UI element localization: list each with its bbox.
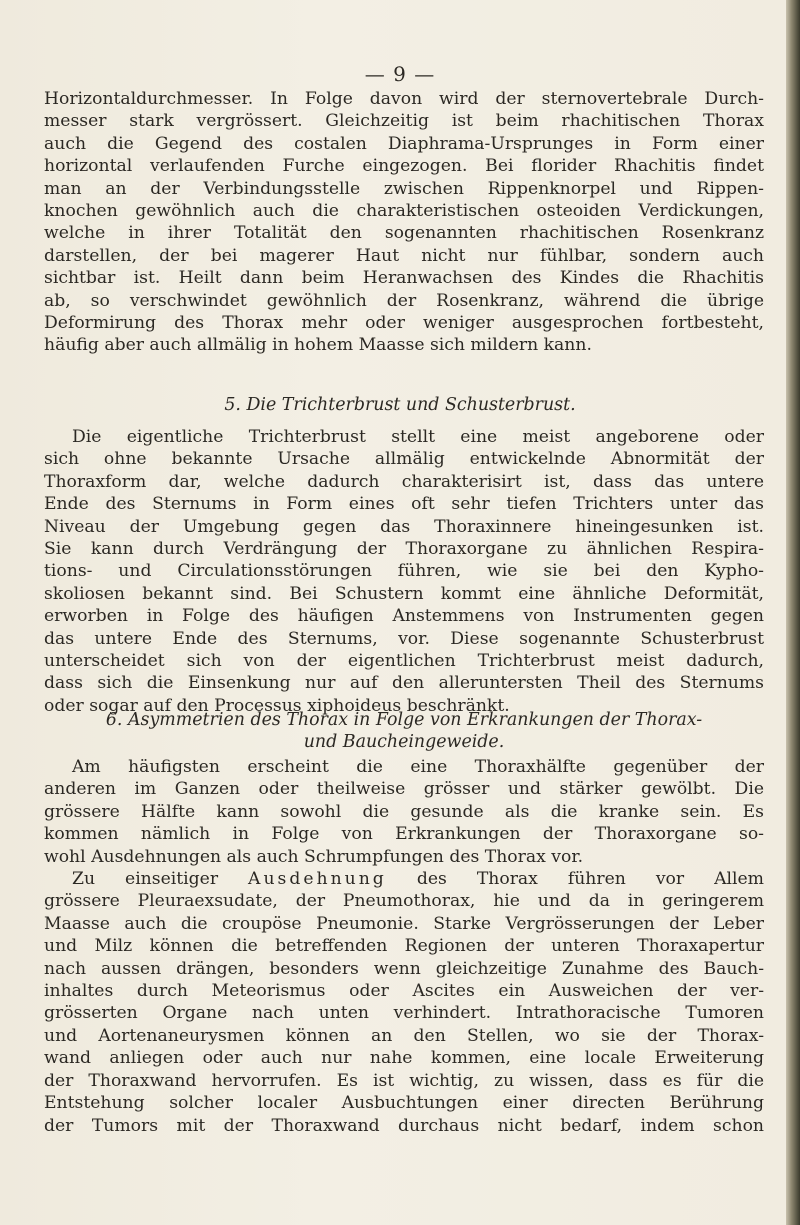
text-line: Ende des Sternums in Form eines oft sehr tiefen Trichters unter das bbox=[44, 494, 764, 515]
text-line: sich ohne bekannte Ursache allmälig entwickelnde Abnormität der bbox=[44, 449, 764, 470]
emphasized-word: Ausdehnung bbox=[248, 869, 387, 890]
text-line: nach aussen drängen, besonders wenn gleichzeitige Zunahme des Bauch- bbox=[44, 958, 764, 979]
text-line: Die eigentliche Trichterbrust stellt eine meist angeborene oder bbox=[72, 427, 764, 447]
text-line: dass sich die Einsenkung nur auf den alleruntersten Theil des Sternums bbox=[44, 673, 764, 694]
section-heading-6-line1: 6. Asymmetrien des Thorax in Folge von Erkrankungen der Thorax- bbox=[105, 710, 703, 730]
text-line: Maasse auch die croupöse Pneumonie. Starke Vergrösserungen der Leber bbox=[44, 913, 764, 934]
page-edge-shadow bbox=[786, 0, 800, 1225]
text-line: unterscheidet sich von der eigentlichen Trichterbrust meist dadurch, bbox=[44, 651, 764, 672]
text-line: horizontal verlaufenden Furche eingezogen. Bei florider Rhachitis findet bbox=[44, 156, 764, 177]
text-line: skoliosen bekannt sind. Bei Schustern kommt eine ähnliche Deformität, bbox=[44, 583, 764, 604]
text-line: Entstehung solcher localer Ausbuchtungen einer directen Berührung bbox=[44, 1093, 764, 1114]
text-line: Horizontaldurchmesser. In Folge davon wird der sternovertebrale Durch- bbox=[44, 89, 764, 109]
paragraph-rachitic-thorax bbox=[44, 88, 764, 357]
text-line: der Thoraxwand hervorrufen. Es ist wichtig, zu wissen, dass es für die bbox=[44, 1070, 764, 1091]
text-line: man an der Verbindungsstelle zwischen Rippenknorpel und Rippen- bbox=[44, 178, 764, 199]
text-line: Am häufigsten erscheint die eine Thoraxhälfte gegenüber der bbox=[72, 757, 764, 777]
text-line: knochen gewöhnlich auch die charakteristischen osteoiden Verdickungen, bbox=[44, 201, 764, 222]
text-line: und Aortenaneurysmen können an den Stellen, wo sie der Thorax- bbox=[44, 1025, 764, 1046]
text-line: grösserten Organe nach unten verhindert. Intrathoracische Tumoren bbox=[44, 1003, 764, 1024]
text-line: ab, so verschwindet gewöhnlich der Rosenkranz, während die übrige bbox=[44, 290, 764, 311]
page-number: — 9 — bbox=[364, 62, 436, 86]
text-line: wohl Ausdehnungen als auch Schrumpfungen des Thorax vor. bbox=[44, 846, 584, 867]
text-line: häufig aber auch allmälig in hohem Maasse sich mildern kann. bbox=[44, 335, 592, 356]
section-heading-5: 5. Die Trichterbrust und Schusterbrust. bbox=[224, 395, 576, 415]
text-line bbox=[44, 868, 764, 890]
section-heading-6-line2: und Baucheingeweide. bbox=[303, 732, 505, 752]
text-line: sichtbar ist. Heilt dann beim Heranwachsen des Kindes die Rhachitis bbox=[44, 268, 764, 289]
text-line: anderen im Ganzen oder theilweise grösser und stärker gewölbt. Die bbox=[44, 779, 764, 800]
text-line: darstellen, der bei magerer Haut nicht nur fühlbar, sondern auch bbox=[44, 245, 764, 266]
text-line: kommen nämlich in Folge von Erkrankungen der Thoraxorgane so- bbox=[44, 824, 764, 845]
text-line: und Milz können die betreffenden Regionen der unteren Thoraxapertur bbox=[44, 936, 764, 957]
text-line: erworben in Folge des häufigen Anstemmens von Instrumenten gegen bbox=[44, 606, 764, 627]
text-line: grössere Hälfte kann sowohl die gesunde als die kranke sein. Es bbox=[44, 801, 764, 822]
text-line: inhaltes durch Meteorismus oder Ascites ein Ausweichen der ver- bbox=[44, 981, 764, 1002]
text-line: Deformirung des Thorax mehr oder weniger ausgesprochen fortbesteht, bbox=[44, 313, 764, 334]
text-line: oder sogar auf den Processus xiphoideus beschränkt. bbox=[44, 695, 510, 716]
text-line: Thoraxform dar, welche dadurch charakterisirt ist, dass das untere bbox=[44, 471, 764, 492]
text-line: wand anliegen oder auch nur nahe kommen, eine locale Erweiterung bbox=[44, 1048, 764, 1069]
text-line: welche in ihrer Totalität den sogenannten rhachitischen Rosenkranz bbox=[44, 223, 764, 244]
text-line: das untere Ende des Sternums, vor. Diese sogenannte Schusterbrust bbox=[44, 628, 764, 649]
text-span: Zu einseitiger bbox=[72, 869, 249, 890]
text-line: grössere Pleuraexsudate, der Pneumothorax, hie und da in geringerem bbox=[44, 891, 764, 912]
text-line: messer stark vergrössert. Gleichzeitig ist beim rhachitischen Thorax bbox=[44, 111, 764, 132]
paragraph-trichterbrust bbox=[44, 426, 764, 717]
paragraph-asymmetrien bbox=[44, 756, 764, 1137]
text-line: tions- und Circulationsstörungen führen, wie sie bei den Kypho- bbox=[44, 561, 764, 582]
text-line: der Tumors mit der Thoraxwand durchaus nicht bedarf, indem schon bbox=[44, 1115, 764, 1136]
text-span: des Thorax führen vor Allem bbox=[386, 869, 764, 890]
section-heading-6 bbox=[44, 709, 764, 753]
text-line: auch die Gegend des costalen Diaphrama-Ursprunges in Form einer bbox=[44, 133, 764, 154]
text-line: Sie kann durch Verdrängung der Thoraxorgane zu ähnlichen Respira- bbox=[44, 539, 764, 560]
text-line: Niveau der Umgebung gegen das Thoraxinnere hineingesunken ist. bbox=[44, 516, 764, 537]
